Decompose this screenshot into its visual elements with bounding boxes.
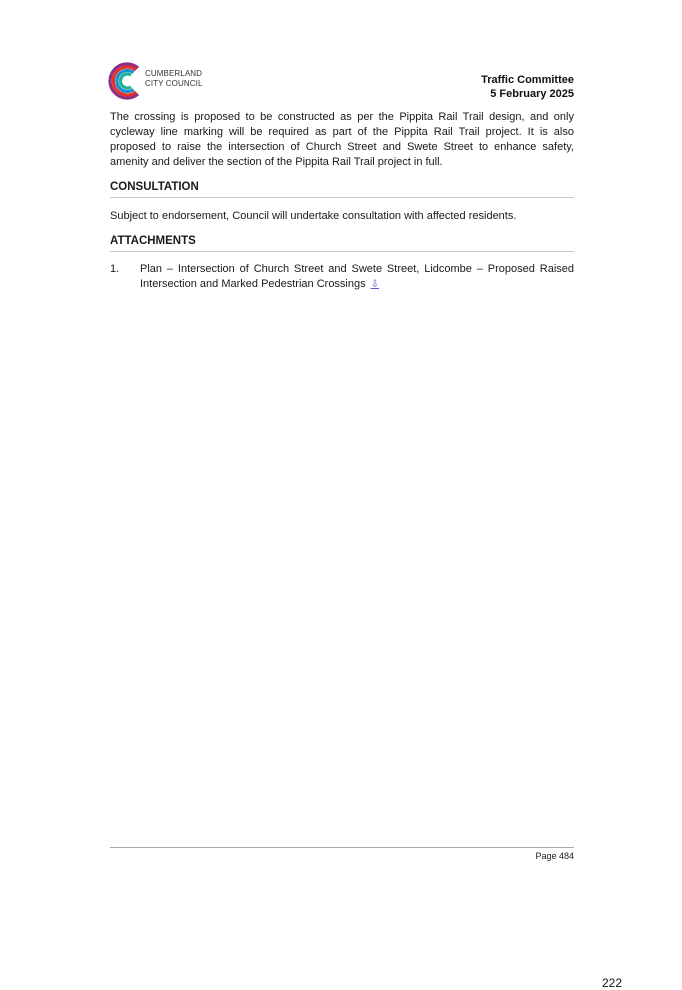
attachment-number: 1. xyxy=(110,263,120,275)
page-number: Page 484 xyxy=(535,851,574,861)
corner-page-number: 222 xyxy=(601,976,622,990)
attachments-heading: ATTACHMENTS xyxy=(110,234,574,252)
logo-wordmark xyxy=(145,69,203,89)
cumberland-council-logo xyxy=(102,58,232,104)
consultation-text: Subject to endorsement, Council will undertake consultation with affected residents. xyxy=(110,210,517,222)
committee-name: Traffic Committee xyxy=(481,74,574,86)
council-logo-icon xyxy=(102,58,146,104)
logo-line-1: CUMBERLAND xyxy=(145,69,203,78)
attachment-download-icon[interactable]: ⇩ xyxy=(370,279,380,290)
logo-line-2: CITY COUNCIL xyxy=(145,79,203,88)
footer-divider xyxy=(110,847,574,848)
consultation-heading: CONSULTATION xyxy=(110,180,574,198)
meeting-date: 5 February 2025 xyxy=(490,88,574,100)
attachment-description xyxy=(140,262,574,292)
meeting-header xyxy=(481,73,574,101)
intro-paragraph: The crossing is proposed to be constructed as per the Pippita Rail Trail design, and only cycleway line marking will be required as part of the Pippita Rail Trail project. It is also proposed to raise the intersection of Church Street and Swete Street to enhance safety, amenity and deliver the section of the Pippita Rail Trail project in full. xyxy=(110,111,574,168)
attachment-title: Plan – Intersection of Church Street and Swete Street, Lidcombe – Proposed Raised Intersection and Marked Pedestrian Crossings xyxy=(140,263,574,290)
attachment-item xyxy=(110,262,574,292)
